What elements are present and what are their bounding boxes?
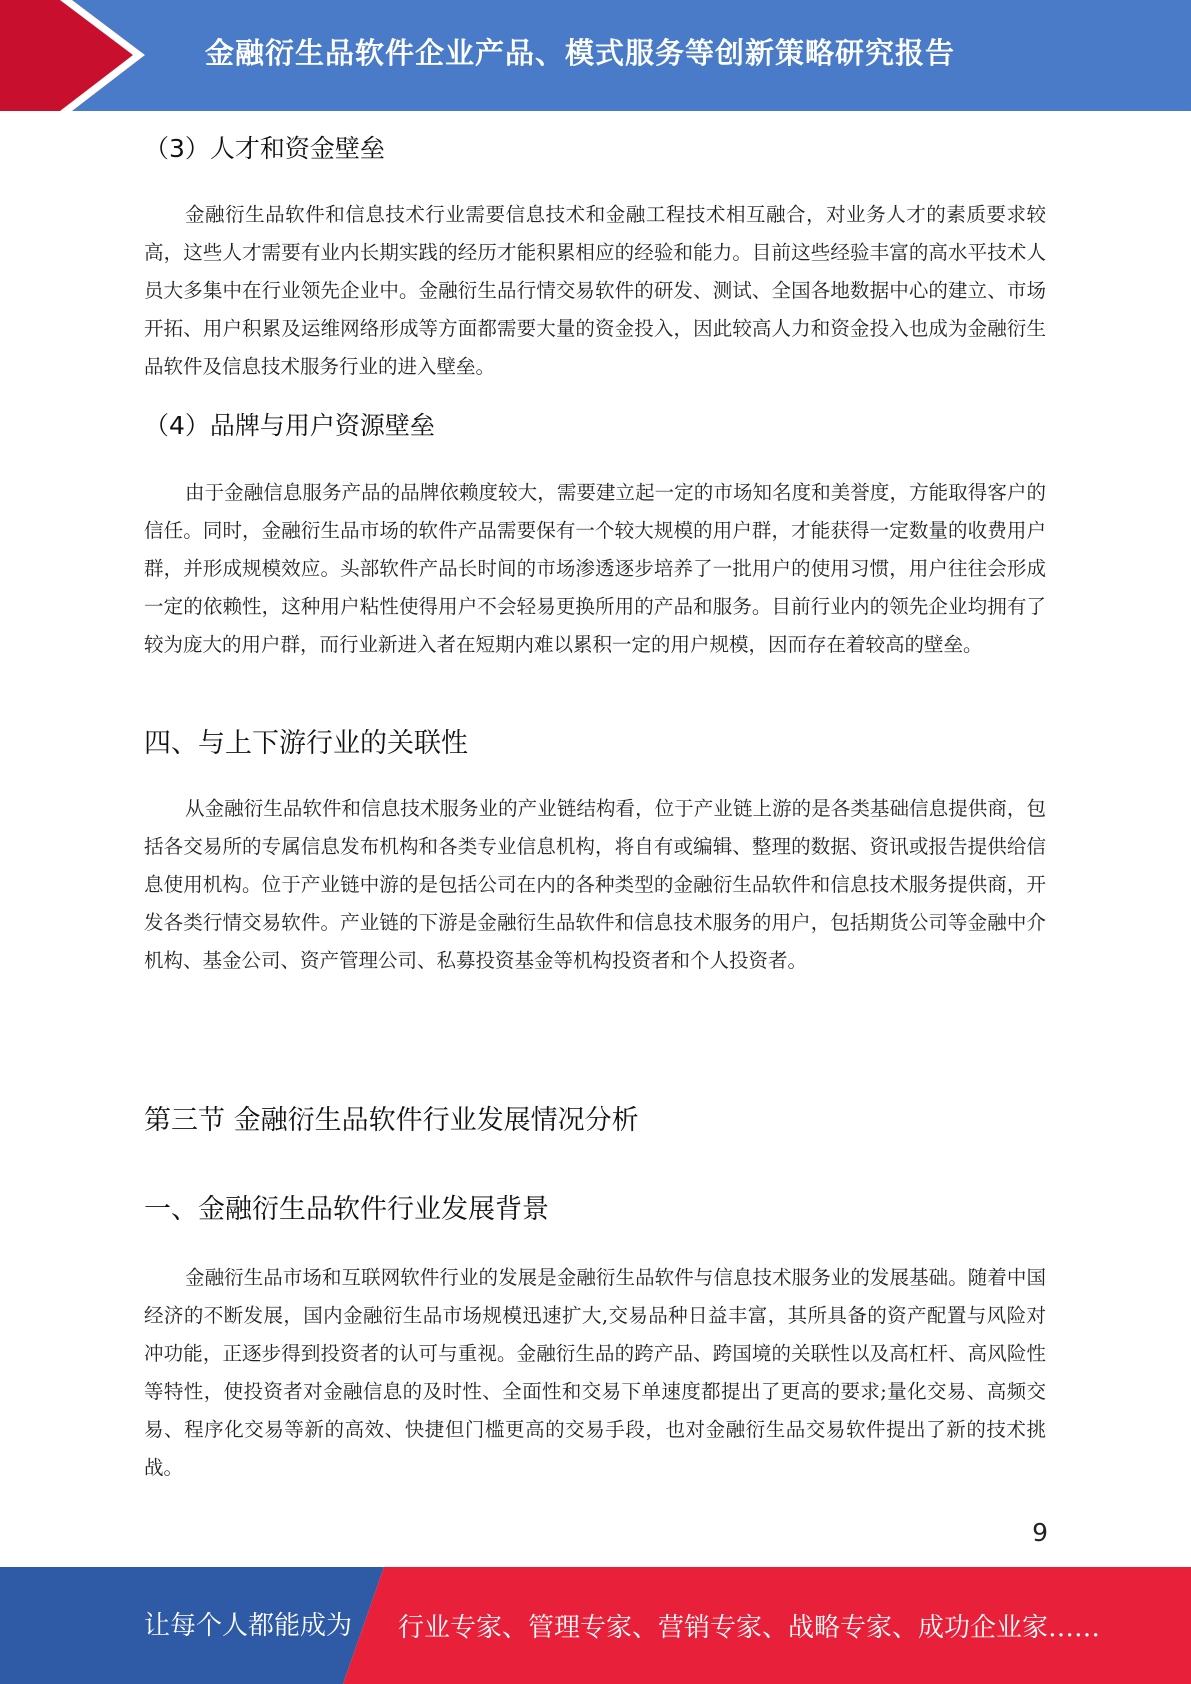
paragraph-development-background: 金融衍生品市场和互联网软件行业的发展是金融衍生品软件与信息技术服务业的发展基础。随着中国经济的不断发展，国内金融衍生品市场规模迅速扩大,交易品种日益丰富，其所具备的资产配置与风险对冲功能，正逐步得到投资者的认可与重视。金融衍生品的跨产品、跨国境的关联性以及高杠杆、高风险性等特性，使投资者对金融信息的及时性、全面性和交易下单速度都提出了更高的要求;量化交易、高频交易、程序化交易等新的高效、快捷但门槛更高的交易手段，也对金融衍生品交易软件提出了新的技术挑战。 [144, 1266, 1046, 1479]
page-header [0, 0, 1191, 111]
footer-slogan-right: 行业专家、管理专家、营销专家、战略专家、成功企业家…… [398, 1613, 1101, 1643]
heading-talent-capital-barrier: （3）人才和资金壁垒 [144, 134, 385, 163]
paragraph-upstream-downstream: 从金融衍生品软件和信息技术服务业的产业链结构看，位于产业链上游的是各类基础信息提供商，包括各交易所的专属信息发布机构和各类专业信息机构，将自有或编辑、整理的数据、资讯或报告提供给信息使用机构。位于产业链中游的是包括公司在内的各种类型的金融衍生品软件和信息技术服务提供商，开发各类行情交易软件。产业链的下游是金融衍生品软件和信息技术服务的用户，包括期货公司等金融中介机构、基金公司、资产管理公司、私募投资基金等机构投资者和个人投资者。 [144, 797, 1046, 972]
paragraph-talent-capital-barrier: 金融衍生品软件和信息技术行业需要信息技术和金融工程技术相互融合，对业务人才的素质要求较高，这些人才需要有业内长期实践的经历才能积累相应的经验和能力。目前这些经验丰富的高水平技术人员大多集中在行业领先企业中。金融衍生品行情交易软件的研发、测试、全国各地数据中心的建立、市场开拓、用户积累及运维网络形成等方面都需要大量的资金投入，因此较高人力和资金投入也成为金融衍生品软件及信息技术服务行业的进入壁垒。 [144, 203, 1046, 378]
heading-development-background: 一、金融衍生品软件行业发展背景 [144, 1194, 549, 1225]
heading-upstream-downstream: 四、与上下游行业的关联性 [144, 728, 468, 759]
report-title: 金融衍生品软件企业产品、模式服务等创新策略研究报告 [205, 36, 956, 70]
chapter-heading: 第三节 金融衍生品软件行业发展情况分析 [144, 1105, 639, 1136]
footer-slogan-left: 让每个人都能成为 [144, 1611, 353, 1641]
paragraph-brand-user-barrier: 由于金融信息服务产品的品牌依赖度较大，需要建立起一定的市场知名度和美誉度，方能取得客户的信任。同时，金融衍生品市场的软件产品需要保有一个较大规模的用户群，才能获得一定数量的收费用户群，并形成规模效应。头部软件产品长时间的市场渗透逐步培养了一批用户的使用习惯，用户往往会形成一定的依赖性，这种用户粘性使得用户不会轻易更换所用的产品和服务。目前行业内的领先企业均拥有了较为庞大的用户群，而行业新进入者在短期内难以累积一定的用户规模，因而存在着较高的壁垒。 [144, 481, 1046, 656]
heading-brand-user-barrier: （4）品牌与用户资源壁垒 [144, 411, 435, 440]
page-number: 9 [1032, 1518, 1048, 1547]
page-footer [0, 1567, 1191, 1684]
